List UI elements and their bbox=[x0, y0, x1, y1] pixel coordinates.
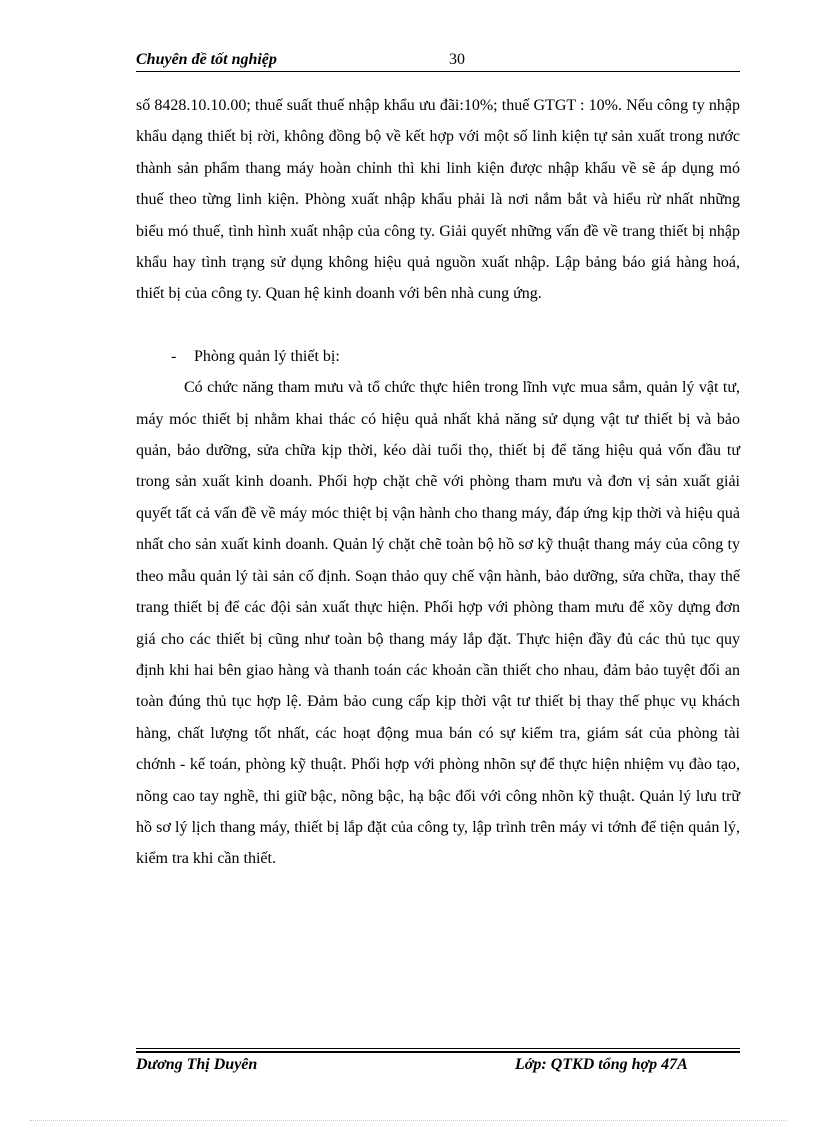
page-bottom-border bbox=[30, 1120, 786, 1121]
footer-author: Dương Thị Duyên bbox=[136, 1056, 258, 1073]
page-number: 30 bbox=[449, 51, 465, 68]
footer-class: Lớp: QTKD tổng hợp 47A bbox=[515, 1056, 688, 1073]
header-title: Chuyên đề tốt nghiệp bbox=[136, 51, 277, 68]
footer-divider-thin bbox=[136, 1048, 740, 1049]
footer-divider-thick bbox=[136, 1051, 740, 1053]
bullet-mark: - bbox=[171, 347, 177, 365]
header-divider bbox=[136, 71, 740, 72]
bullet-heading bbox=[136, 341, 740, 372]
paragraph: Có chức năng tham mưu và tổ chức thực hiên trong lĩnh vực mua sắm, quản lý vật tư, máy móc thiết bị nhằm khai thác có hiệu quả nhất khả năng sử dụng vật tư thiết bị và bảo quản, bảo dưỡng, sửa chữa kịp thời, kéo dài tuổi thọ, thiết bị để tăng hiệu quả vốn đầu tư trong sản xuất kinh doanh. Phối hợp chặt chẽ với phòng tham mưu và đơn vị sản xuất giải quyết tất cả vấn đề về máy móc thiệt bị vận hành cho thang máy, đáp ứng kịp thời và hiệu quả nhất cho sản xuất kinh doanh. Quản lý chặt chẽ toàn bộ hồ sơ kỹ thuật thang máy của công ty theo mẫu quản lý tài sản cố định. Soạn thảo quy chế vận hành, bảo dưỡng, sửa chữa, thay thế trang thiết bị để các đội sản xuất thực hiện. Phối hợp với phòng tham mưu để xõy dựng đơn giá cho các thiết bị cũng như toàn bộ thang máy lắp đặt. Thực hiện đầy đủ các thủ tục quy định khi hai bên giao hàng và thanh toán các khoản cần thiết cho nhau, đảm bảo tuyệt đối an toàn đúng thủ tục hợp lệ. Đảm bảo cung cấp kịp thời vật tư thiết bị thay thế phục vụ khách hàng, chất lượng tốt nhất, các hoạt động mua bán có sự kiểm tra, giám sát của phòng tài chớnh - kế toán, phòng kỹ thuật. Phối hợp với phòng nhõn sự để thực hiện nhiệm vụ đào tạo, nõng cao tay nghề, thi giữ bậc, nõng bậc, hạ bậc đối với công nhõn kỹ thuật. Quản lý lưu trữ hồ sơ lý lịch thang máy, thiết bị lắp đặt của công ty, lập trình trên máy vi tớnh để tiện quản lý, kiểm tra khi cần thiết. bbox=[136, 379, 740, 868]
page-header bbox=[136, 50, 740, 72]
document-body bbox=[136, 90, 740, 875]
bullet-heading-text: Phòng quản lý thiết bị: bbox=[194, 347, 340, 365]
paragraph: số 8428.10.10.00; thuế suất thuế nhập khẩu ưu đãi:10%; thuế GTGT : 10%. Nếu công ty nhập khẩu dạng thiết bị rời, không đồng bộ về kết hợp với một số linh kiện tự sản xuất trong nước thành sản phẩm thang máy hoàn chỉnh thì khi linh kiện được nhập khẩu về sẽ áp dụng mó thuế theo từng linh kiện. Phòng xuất nhập khẩu phải là nơi nắm bắt và hiểu rừ nhất những biểu mó thuế, tình hình xuất nhập của công ty. Giải quyết những vấn đề về trang thiết bị nhập khẩu hay tình trạng sử dụng không hiệu quả nguồn xuất nhập. Lập bảng báo giá hàng hoá, thiết bị của công ty. Quan hệ kinh doanh với bên nhà cung ứng. bbox=[136, 97, 740, 303]
